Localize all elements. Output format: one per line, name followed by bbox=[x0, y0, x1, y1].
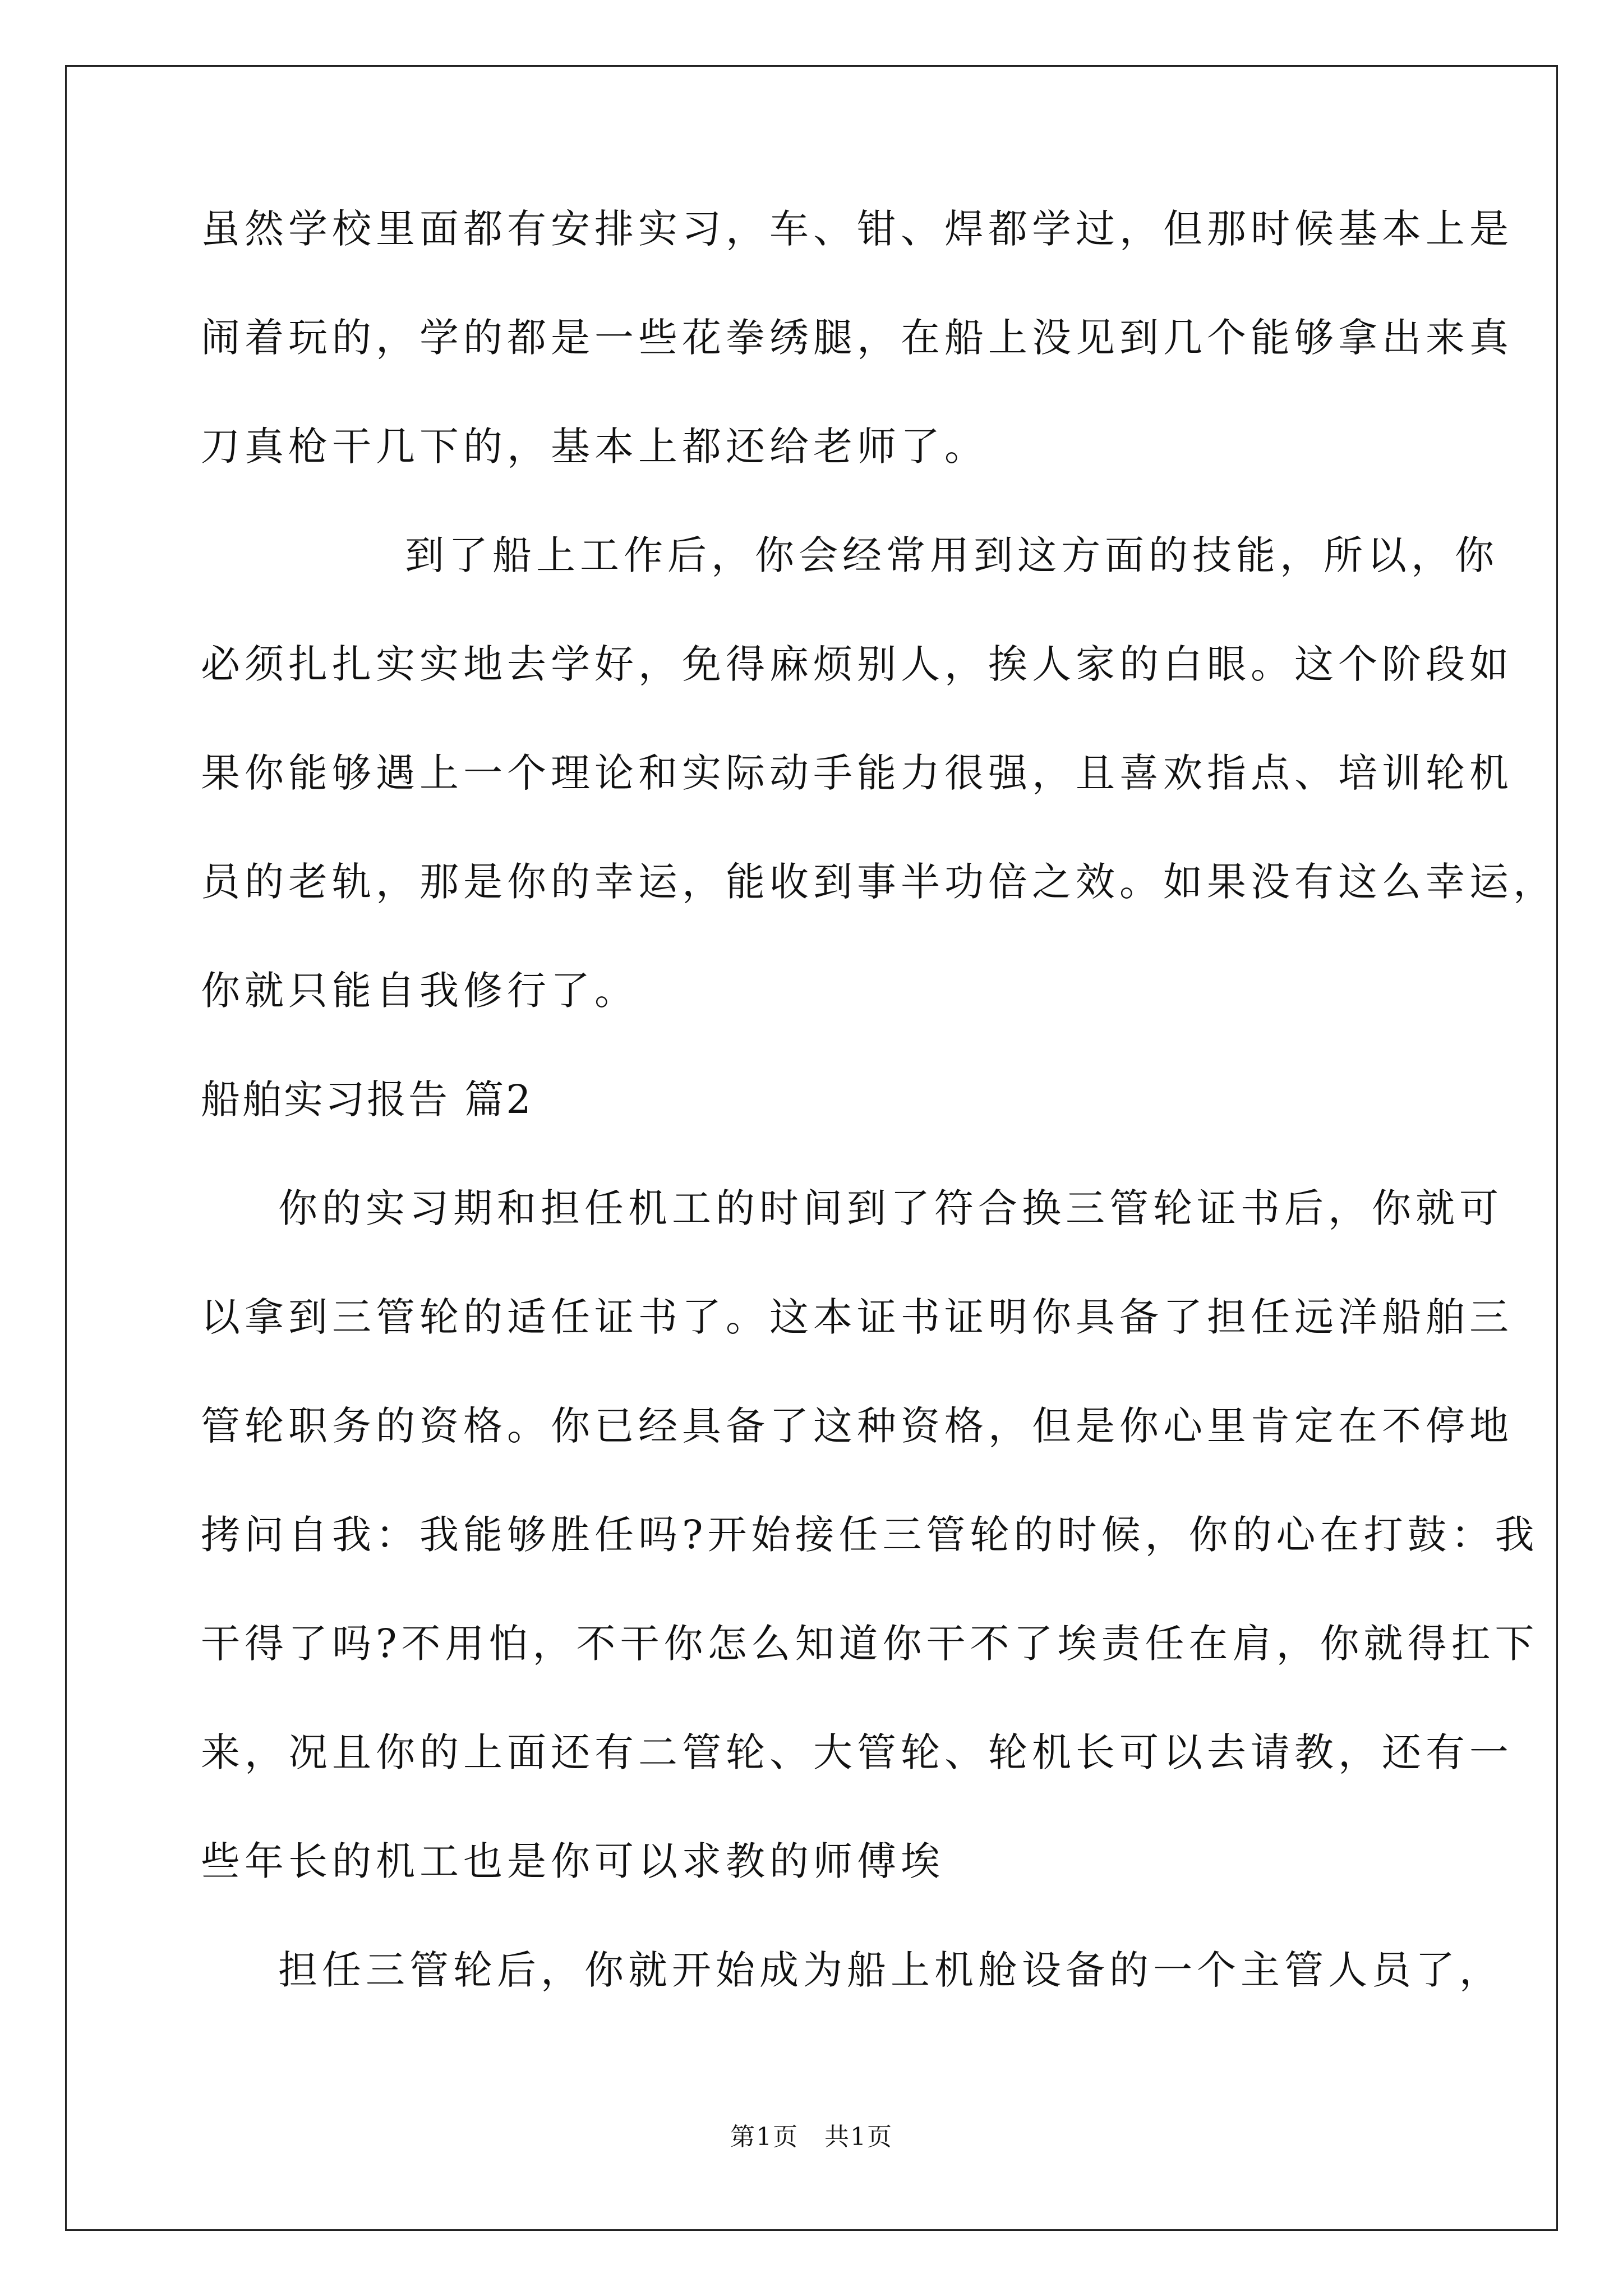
text-line: 以拿到三管轮的适任证书了。这本证书证明你具备了担任远洋船舶三 bbox=[201, 1294, 1513, 1340]
section-heading: 船舶实习报告 篇2 bbox=[201, 1076, 533, 1122]
text-line: 担任三管轮后，你就开始成为船上机舱设备的一个主管人员了， bbox=[278, 1947, 1503, 1993]
text-line: 员的老轨，那是你的幸运，能收到事半功倍之效。如果没有这么幸运， bbox=[201, 859, 1557, 905]
text-line: 必须扎扎实实地去学好，免得麻烦别人，挨人家的白眼。这个阶段如 bbox=[201, 641, 1513, 687]
text-line: 拷问自我：我能够胜任吗?开始接任三管轮的时候，你的心在打鼓：我 bbox=[201, 1512, 1539, 1558]
document-body bbox=[201, 202, 1557, 2052]
text-line: 闹着玩的，学的都是一些花拳绣腿，在船上没见到几个能够拿出来真 bbox=[201, 315, 1513, 361]
text-line: 干得了吗?不用怕，不干你怎么知道你干不了埃责任在肩，你就得扛下 bbox=[201, 1621, 1539, 1667]
text-line: 些年长的机工也是你可以求教的师傅埃 bbox=[201, 1838, 944, 1884]
text-line: 来，况且你的上面还有二管轮、大管轮、轮机长可以去请教，还有一 bbox=[201, 1729, 1513, 1775]
text-line: 刀真枪干几下的，基本上都还给老师了。 bbox=[201, 424, 988, 470]
text-line: 你就只能自我修行了。 bbox=[201, 968, 638, 1014]
text-line: 果你能够遇上一个理论和实际动手能力很强，且喜欢指点、培训轮机 bbox=[201, 750, 1513, 796]
text-line: 虽然学校里面都有安排实习，车、钳、焊都学过，但那时候基本上是 bbox=[201, 206, 1513, 252]
text-line: 你的实习期和担任机工的时间到了符合换三管轮证书后，你就可 bbox=[278, 1185, 1503, 1231]
text-line: 管轮职务的资格。你已经具备了这种资格，但是你心里肯定在不停地 bbox=[201, 1403, 1513, 1449]
text-line: 到了船上工作后，你会经常用到这方面的技能，所以，你 bbox=[405, 532, 1498, 578]
page-number: 第1页 共1页 bbox=[730, 2123, 893, 2151]
